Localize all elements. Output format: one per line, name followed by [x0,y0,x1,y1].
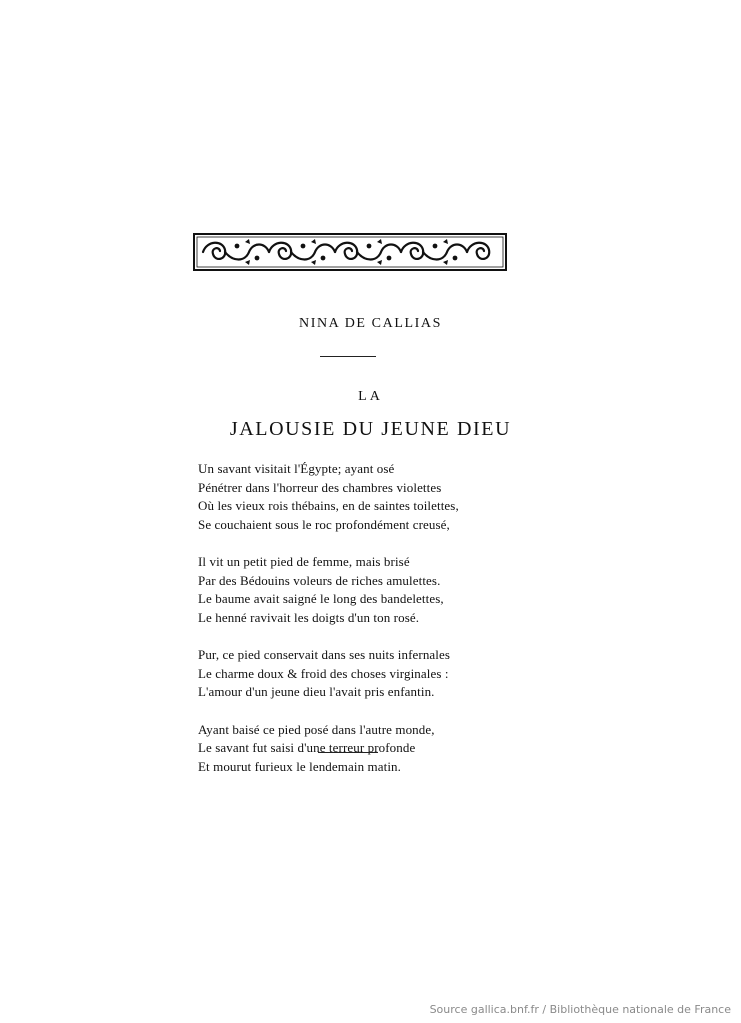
source-attribution: Source gallica.bnf.fr / Bibliothèque nationale de France [429,1003,731,1016]
poem-line: Le savant fut saisi d'une terreur profonde [198,740,416,755]
poem-line: Ayant baisé ce pied posé dans l'autre monde, [198,721,435,737]
poem-line: Le henné ravivait les doigts d'un ton rosé. [198,609,420,625]
poem-line: Se couchaient sous le roc profondément creusé, [198,516,450,532]
poem-line: Un savant visitait l'Égypte; ayant osé [198,461,395,476]
stanza-1 [198,460,518,534]
floral-scroll-ornament-icon [193,232,507,272]
poem-line: Le baume avait saigné le long des bandelettes, [198,591,444,606]
stanza-3 [198,646,518,702]
poem-line: Et mourut furieux le lendemain matin. [198,758,401,774]
poem-body [198,460,518,795]
poem-line: Pur, ce pied conservait dans ses nuits infernales [198,647,451,662]
end-divider-rule [318,752,378,753]
poem-title: JALOUSIE DU JEUNE DIEU [229,418,512,440]
author-name: NINA DE CALLIAS [299,316,442,331]
poem-line: Pénétrer dans l'horreur des chambres violettes [198,479,442,495]
poem-line: L'amour d'un jeune dieu l'avait pris enfantin. [198,684,435,699]
poem-line: Où les vieux rois thébains, en de saintes toilettes, [198,498,459,513]
poem-line: Le charme doux & froid des choses virginales : [198,665,449,681]
poem-line: Par des Bédouins voleurs de riches amulettes. [198,572,441,588]
title-article: LA [358,389,383,404]
divider-rule [320,356,376,357]
poem-line: Il vit un petit pied de femme, mais brisé [198,554,410,569]
stanza-4 [198,721,518,777]
stanza-2 [198,553,518,627]
